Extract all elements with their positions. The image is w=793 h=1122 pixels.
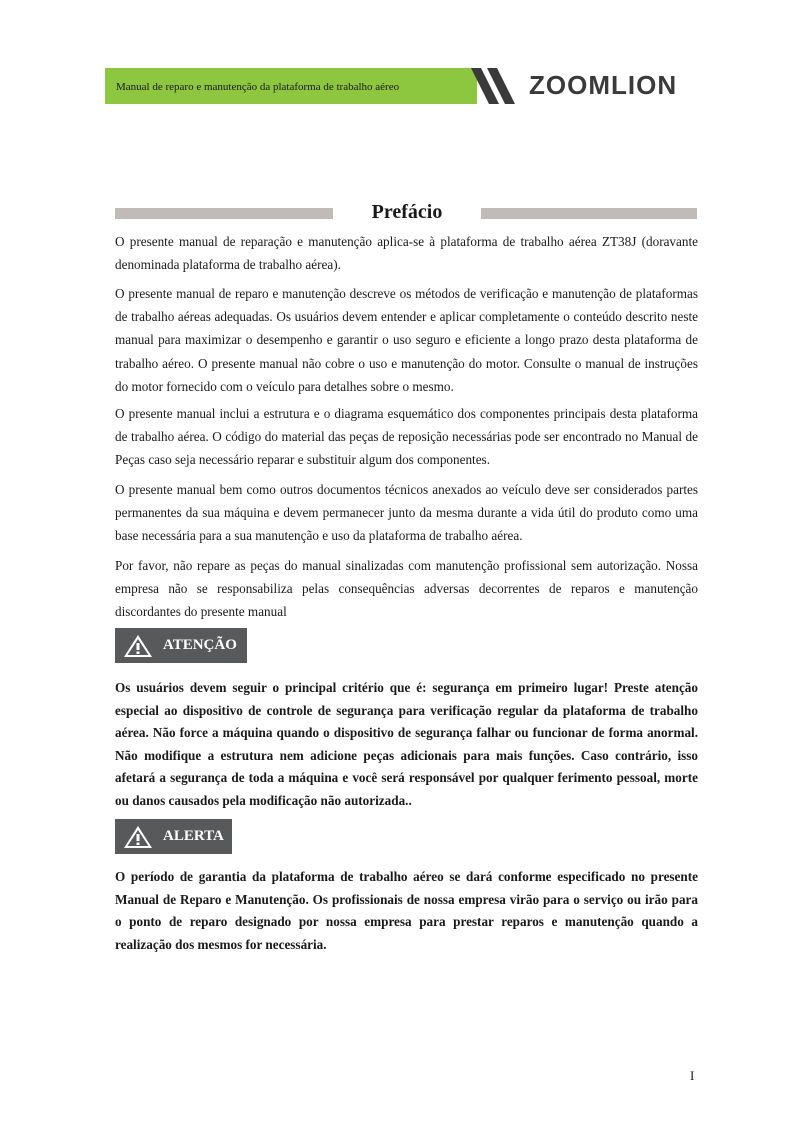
- attention-badge: [115, 628, 247, 663]
- paragraph-documents: O presente manual bem como outros documentos técnicos anexados ao veículo deve ser considerados partes permanentes da sua máquina e devem permanecer junto da mesma durante a vida útil do produto como uma base necessária para a sua manutenção e uso da plataforma de trabalho aérea.: [115, 482, 698, 544]
- paragraph-repair-warning: Por favor, não repare as peças do manual sinalizadas com manutenção profissional sem autorização. Nossa empresa não se responsabiliza pelas consequências adversas decorrentes de reparos e manutenção discordantes do presente manual: [115, 558, 698, 620]
- paragraph-description: O presente manual de reparo e manutenção descreve os métodos de verificação e manutenção de plataformas de trabalho aéreas adequadas. Os usuários devem entender e aplicar completamente o conteúdo descrito neste manual para maximizar o desempenho e garantir o uso seguro e eficiente a longo prazo desta plataforma de trabalho aéreo. O presente manual não cobre o uso e manutenção do motor. Consulte o manual de instruções do motor fornecido com o veículo para detalhes sobre o mesmo.: [115, 286, 698, 394]
- paragraph-scope: O presente manual de reparação e manutenção aplica-se à plataforma de trabalho aérea ZT38J (doravante denominada plataforma de trabalho aérea).: [115, 234, 698, 273]
- alert-text: O período de garantia da plataforma de trabalho aéreo se dará conforme especificado no presente Manual de Reparo e Manutenção. Os profissionais de nossa empresa virão para o serviço ou irão para o ponto de reparo designado por nossa empresa para prestar reparos e manutenção quando a realização dos mesmos for necessária.: [115, 869, 698, 952]
- title-row: [115, 200, 697, 226]
- zoomlion-logo: [463, 66, 708, 106]
- attention-label: ATENÇÃO: [163, 637, 237, 653]
- page-title: Prefácio: [371, 201, 443, 223]
- header-title: Manual de reparo e manutenção da plataforma de trabalho aéreo: [116, 81, 400, 93]
- title-bar-right: [481, 208, 697, 219]
- attention-text: Os usuários devem seguir o principal critério que é: segurança em primeiro lugar! Preste atenção especial ao dispositivo de controle de segurança para verificação regular da plataforma de trabalho aérea. Não force a máquina quando o dispositivo de segurança falhar ou funcionar de forma anormal. Não modifique a estrutura nem adicione peças adicionais para mais funções. Caso contrário, isso afetará a segurança de toda a máquina e você será responsável por qualquer ferimento pessoal, morte ou danos causados pela modificação não autorizada..: [115, 680, 698, 808]
- warning-icon: [123, 825, 153, 849]
- paragraph-structure: O presente manual inclui a estrutura e o diagrama esquemático dos componentes principais desta plataforma de trabalho aérea. O código do material das peças de reposição necessárias pode ser encontrado no Manual de Peças caso seja necessário reparar e substituir algum dos componentes.: [115, 406, 698, 468]
- logo-wordmark: ZOOMLION: [529, 70, 678, 100]
- warning-icon: [123, 634, 153, 658]
- alert-badge: [115, 819, 232, 854]
- alert-label: ALERTA: [163, 828, 224, 844]
- title-bar-left: [115, 208, 333, 219]
- page-number: I: [690, 1068, 695, 1083]
